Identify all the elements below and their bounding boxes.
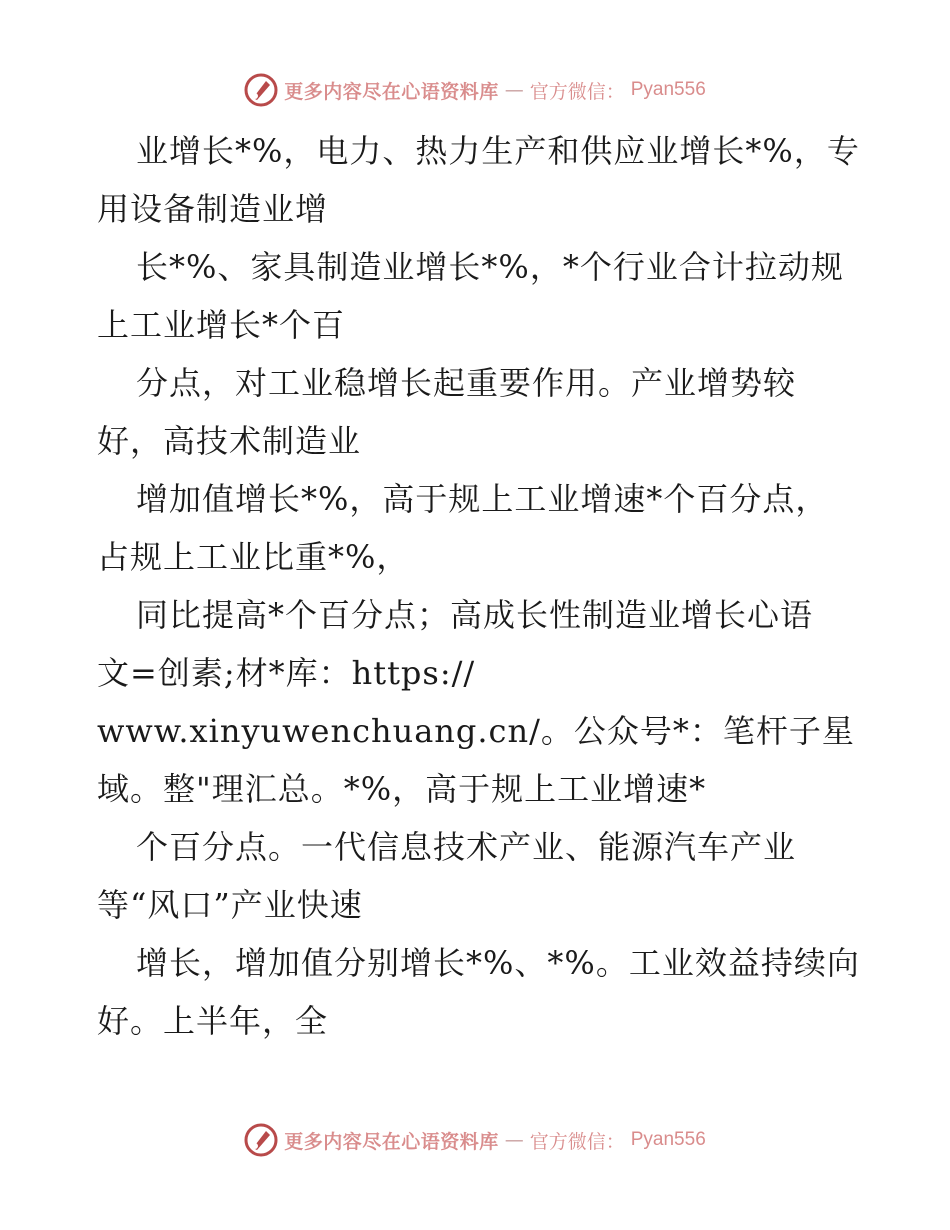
footer-wechat-label: 官方微信： — [529, 1130, 625, 1153]
text-line: 好。上半年，全 — [97, 1002, 329, 1040]
text-line: 好，高技术制造业 — [97, 422, 362, 460]
header-brand: 更多内容尽在心语资料库 — [284, 80, 499, 103]
text-line: 增长，增加值分别增长*%、*%。工业效益持续向 — [136, 944, 860, 982]
text-line: 长*%、家具制造业增长*%，*个行业合计拉动规 — [136, 248, 844, 286]
text-line: www.xinyuwenchuang.cn/。公众号*：笔杆子星 — [97, 712, 855, 750]
quill-logo-icon — [244, 73, 278, 107]
header-wechat-label: 官方微信： — [529, 80, 625, 103]
text-line: 增加值增长*%，高于规上工业增速*个百分点， — [136, 480, 829, 518]
document-body — [97, 122, 887, 1050]
text-line: 上工业增长*个百 — [97, 306, 346, 344]
header-dash: — — [504, 79, 524, 101]
header-wechat-handle: Pyan556 — [630, 79, 706, 100]
footer-dash: — — [504, 1129, 524, 1151]
text-line: 个百分点。一代信息技术产业、能源汽车产业 — [136, 828, 797, 866]
footer-wechat-handle: Pyan556 — [630, 1129, 706, 1150]
header-banner — [0, 70, 950, 110]
text-line: 业增长*%，电力、热力生产和供应业增长*%，专 — [136, 132, 860, 170]
text-line: 文=创素;材*库：https:// — [97, 654, 476, 692]
footer-banner — [0, 1120, 950, 1160]
text-line: 域。整"理汇总。*%，高于规上工业增速* — [97, 770, 707, 808]
text-line: 分点，对工业稳增长起重要作用。产业增势较 — [136, 364, 797, 402]
text-line: 同比提高*个百分点；高成长性制造业增长心语 — [136, 596, 814, 634]
text-line: 等“风口”产业快速 — [97, 886, 363, 924]
text-line: 占规上工业比重*%， — [97, 538, 410, 576]
footer-brand: 更多内容尽在心语资料库 — [284, 1130, 499, 1153]
text-line: 用设备制造业增 — [97, 190, 329, 228]
quill-logo-icon — [244, 1123, 278, 1157]
